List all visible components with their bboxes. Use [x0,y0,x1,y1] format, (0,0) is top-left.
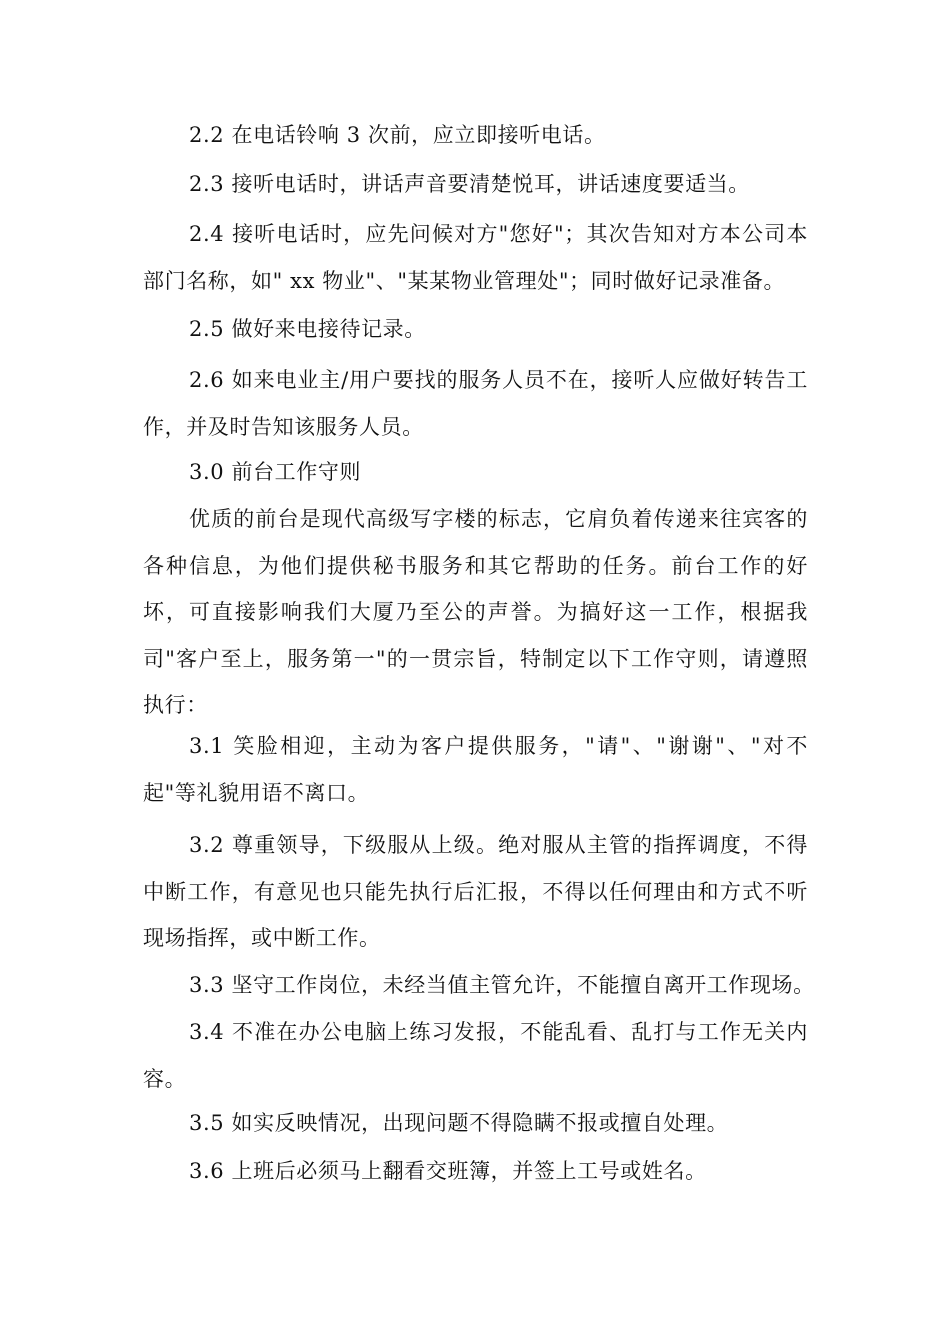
paragraph-2-6: 2.6 如来电业主/用户要找的服务人员不在，接听人应做好转告工作，并及时告知该服务人员。 [143,368,808,439]
paragraph-3-4: 3.4 不准在办公电脑上练习发报，不能乱看、乱打与工作无关内容。 [143,1020,808,1091]
section-heading-3-0: 3.0 前台工作守则 [189,460,362,484]
paragraph-3-2: 3.2 尊重领导，下级服从上级。绝对服从主管的指挥调度，不得中断工作，有意见也只能先执行后汇报，不得以任何理由和方式不听现场指挥，或中断工作。 [143,833,808,950]
paragraph-3-6: 3.6 上班后必须马上翻看交班簿，并签上工号或姓名。 [189,1159,707,1183]
paragraph-3-3: 3.3 坚守工作岗位，未经当值主管允许，不能擅自离开工作现场。 [189,973,815,997]
paragraph-3-1: 3.1 笑脸相迎，主动为客户提供服务，"请"、"谢谢"、"对不起"等礼貌用语不离口。 [143,734,808,805]
paragraph-2-5: 2.5 做好来电接待记录。 [189,317,426,341]
paragraph-2-3: 2.3 接听电话时，讲话声音要清楚悦耳，讲话速度要适当。 [189,172,750,196]
paragraph-3-5: 3.5 如实反映情况，出现问题不得隐瞒不报或擅自处理。 [189,1111,729,1135]
paragraph-intro: 优质的前台是现代高级写字楼的标志，它肩负着传递来往宾客的各种信息，为他们提供秘书服务和其它帮助的任务。前台工作的好坏，可直接影响我们大厦乃至公的声誉。为搞好这一工作，根据我司"客户至上，服务第一"的一贯宗旨，特制定以下工作守则，请遵照执行： [143,507,808,717]
paragraph-2-2: 2.2 在电话铃响 3 次前，应立即接听电话。 [189,123,606,147]
paragraph-2-4: 2.4 接听电话时，应先问候对方"您好"；其次告知对方本公司本部门名称，如" xx 物业"、"某某物业管理处"；同时做好记录准备。 [143,222,808,293]
